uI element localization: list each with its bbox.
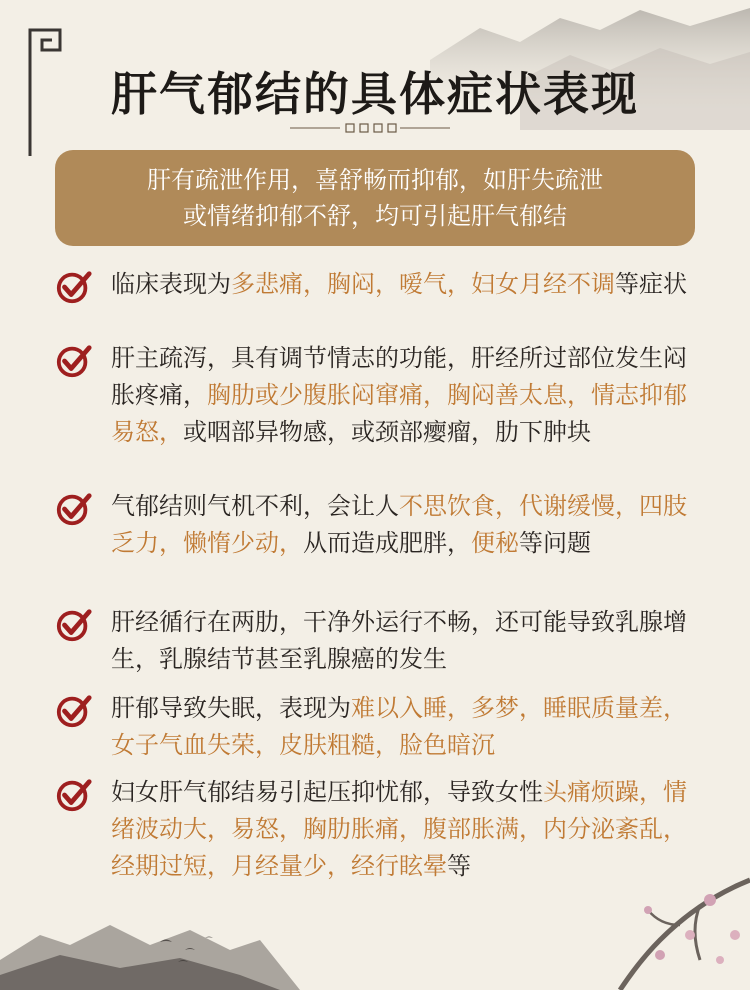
item-text	[111, 690, 705, 764]
check-icon	[55, 268, 93, 306]
check-icon	[55, 342, 93, 380]
symptom-item-3	[55, 488, 705, 562]
symptom-item-4	[55, 604, 705, 678]
highlighted-symptom-text: 多悲痛，胸闷，嗳气，妇女月经不调	[231, 270, 615, 298]
item-text	[111, 266, 705, 303]
highlighted-symptom-text: 头痛烦躁，情绪波动大，易怒，胸肋胀痛，腹部胀满，内分泌紊乱，经期过短，月经量少，经行眩晕	[111, 778, 687, 880]
page-title: 肝气郁结的具体症状表现	[111, 67, 639, 121]
item-text-segment: 气郁结则气机不利，会让人	[111, 492, 399, 520]
highlighted-symptom-text: 难以入睡，多梦，睡眠质量差，女子气血失荣，皮肤粗糙，脸色暗沉	[111, 694, 687, 759]
item-text-segment: 等	[447, 852, 471, 880]
item-text-segment: 妇女肝气郁结易引起压抑忧郁，导致女性	[111, 778, 543, 806]
item-text	[111, 488, 705, 562]
symptom-item-1	[55, 266, 705, 303]
item-text-segment: 等症状	[615, 270, 687, 298]
item-text-segment: 肝郁导致失眠，表现为	[111, 694, 351, 722]
title-divider-ornament	[290, 122, 450, 134]
check-icon	[55, 776, 93, 814]
intro-line-2: 或情绪抑郁不舒，均可引起肝气郁结	[183, 202, 567, 230]
highlighted-symptom-text: 胸肋或少腹胀闷窜痛，胸闷善太息，情志抑郁易怒，	[111, 381, 687, 446]
check-icon	[55, 490, 93, 528]
symptom-item-5	[55, 690, 705, 764]
item-text	[111, 340, 705, 451]
symptom-item-2	[55, 340, 705, 451]
symptom-item-6	[55, 774, 705, 885]
item-text-segment: 或咽部异物感，或颈部瘿瘤，肋下肿块	[183, 418, 591, 446]
intro-line-1: 肝有疏泄作用，喜舒畅而抑郁，如肝失疏泄	[147, 166, 603, 194]
item-text-segment: 等问题	[519, 529, 591, 557]
item-text	[111, 774, 705, 885]
highlighted-symptom-text: 不思饮食，代谢缓慢，四肢乏力，懒惰少动，	[111, 492, 687, 557]
item-text-segment: 从而造成肥胖，	[303, 529, 471, 557]
highlighted-symptom-text: 便秘	[471, 529, 519, 557]
intro-banner	[55, 150, 695, 246]
item-text-segment: 临床表现为	[111, 270, 231, 298]
item-text	[111, 604, 705, 678]
check-icon	[55, 692, 93, 730]
item-text-segment: 肝经循行在两肋，干净外运行不畅，还可能导致乳腺增生，乳腺结节甚至乳腺癌的发生	[111, 608, 687, 673]
item-text-segment: 肝主疏泻，具有调节情志的功能，肝经所过部位发生闷胀疼痛，	[111, 344, 687, 409]
check-icon	[55, 606, 93, 644]
